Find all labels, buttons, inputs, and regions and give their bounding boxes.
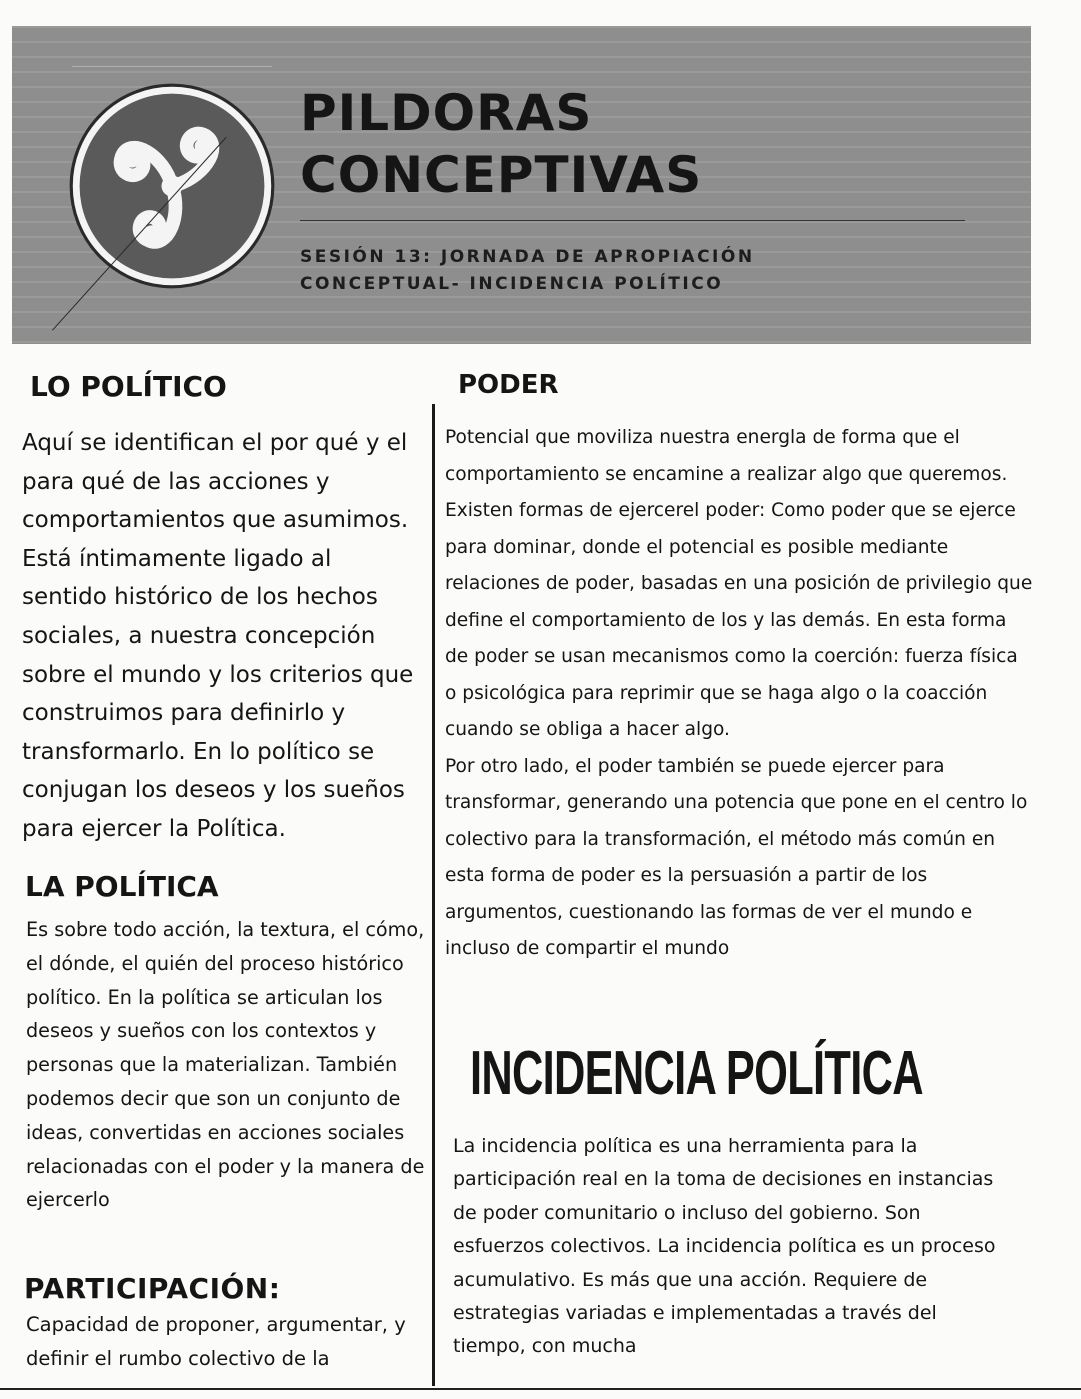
heading-poder: PODER bbox=[458, 370, 559, 400]
text-la-politica: Es sobre todo acción, la textura, el cómo, el dónde, el quién del proceso histórico político. En la política se articulan los deseos y sueños con los contextos y personas que la materializan. También podemos decir que son un conjunto de ideas, convertidas en acciones sociales relacionadas con el poder y la manera de ejercerlo bbox=[26, 918, 425, 1212]
text-poder-paragraph-2: Por otro lado, el poder también se puede ejercer para transformar, generando una potencia que pone en el centro lo colectivo para la transformación, el método más común en esta forma de poder es la persuasión a partir de los argumentos, cuestionando las formas de ver el mundo e incluso de compartir el mundo bbox=[445, 755, 1028, 959]
session-subtitle-line-1: SESIÓN 13: JORNADA DE APROPIACIÓN bbox=[300, 247, 755, 267]
text-poder-paragraph-1: Potencial que moviliza nuestra energla de forma que el comportamiento se encamine a realizar algo que queremos. Existen formas de ejercerel poder: Como poder que se ejerce para dominar, donde el potencial es posible mediante relaciones de poder, basadas en una posición de privilegio que define el comportamiento de los y las demás. En esta forma de poder se usan mecanismos como la coerción: fuerza física o psicológica para reprimir que se haga algo o la coacción cuando se obliga a hacer algo. bbox=[445, 427, 1033, 740]
text-incidencia-politica: La incidencia política es una herramienta para la participación real en la toma de decisiones en instancias de poder comunitario o incluso del gobierno. Son esfuerzos colectivos. La incidencia política es un proceso acumulativo. Es más que una acción. Requiere de estrategias variadas e implementadas a través del tiempo, con mucha bbox=[453, 1135, 996, 1358]
text-participacion: Capacidad de proponer, argumentar, y definir el rumbo colectivo de la bbox=[26, 1313, 406, 1370]
heading-la-politica: LA POLÍTICA bbox=[25, 870, 219, 903]
decorative-line bbox=[72, 66, 272, 67]
header-divider bbox=[300, 220, 965, 221]
page-title-line-2: CONCEPTIVAS bbox=[300, 146, 703, 204]
triskelion-icon bbox=[67, 81, 277, 291]
header-banner bbox=[12, 26, 1031, 344]
text-poder bbox=[445, 420, 1035, 968]
heading-incidencia-politica: INCIDENCIA POLÍTICA bbox=[470, 1039, 923, 1108]
heading-lo-politico: LO POLÍTICO bbox=[30, 370, 227, 403]
column-divider bbox=[432, 404, 435, 1386]
session-subtitle-line-2: CONCEPTUAL- INCIDENCIA POLÍTICO bbox=[300, 274, 724, 294]
heading-participacion: PARTICIPACIÓN: bbox=[24, 1272, 281, 1305]
page-title-line-1: PILDORAS bbox=[300, 84, 593, 142]
session-subtitle bbox=[300, 244, 755, 298]
text-lo-politico: Aquí se identifican el por qué y el para qué de las acciones y comportamientos que asumimos. Está íntimamente ligado al sentido histórico de los hechos sociales, a nuestra concepción sobre el mundo y los criterios que construimos para definirlo y transformarlo. En lo político se conjugan los deseos y los sueños para ejercer la Política. bbox=[22, 430, 414, 842]
page-bottom-edge bbox=[0, 1388, 1081, 1390]
